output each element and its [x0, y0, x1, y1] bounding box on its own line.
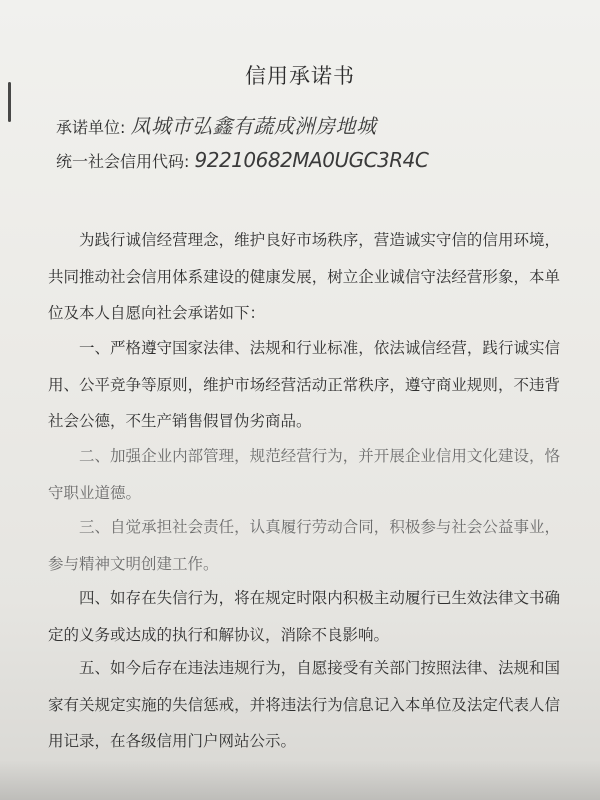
- commitment-2: 二、加强企业内部管理，规范经营行为，并开展企业信用文化建设，恪守职业道德。: [48, 447, 560, 502]
- commitment-5: 五、如今后存在违法违规行为，自愿接受有关部门按照法律、法规和国家有关规定实施的失信惩戒，并将违法行为信息记入本单位及法定代表人信用记录，在各级信用门户网站公示。: [48, 659, 560, 750]
- commitment-3: 三、自觉承担社会责任，认真履行劳动合同，积极参与社会公益事业，参与精神文明创建工作。: [48, 518, 560, 573]
- committing-unit-field: [56, 110, 377, 139]
- committing-unit-label: 承诺单位:: [56, 118, 126, 137]
- credit-code-label: 统一社会信用代码:: [56, 152, 190, 171]
- page-shadow: [0, 760, 600, 800]
- credit-code-field: [56, 148, 428, 172]
- commitment-4: 四、如存在失信行为，将在规定时限内积极主动履行已生效法律文书确定的义务或达成的执行和解协议，消除不良影响。: [48, 589, 560, 644]
- credit-code-value: 92210682MA0UGC3R4C: [194, 148, 429, 172]
- committing-unit-value: 凤城市弘鑫有蔬成洲房地城: [130, 114, 377, 138]
- document-title: 信用承诺书: [245, 64, 355, 88]
- commitment-1: 一、严格遵守国家法律、法规和行业标准，依法诚信经营，践行诚实信用、公平竞争等原则，维护市场经营活动正常秩序，遵守商业规则，不违背社会公德，不生产销售假冒伪劣商品。: [48, 339, 560, 430]
- intro-paragraph: 为践行诚信经营理念，维护良好市场秩序，营造诚实守信的信用环境，共同推动社会信用体系建设的健康发展，树立企业诚信守法经营形象，本单位及本人自愿向社会承诺如下：: [48, 231, 560, 322]
